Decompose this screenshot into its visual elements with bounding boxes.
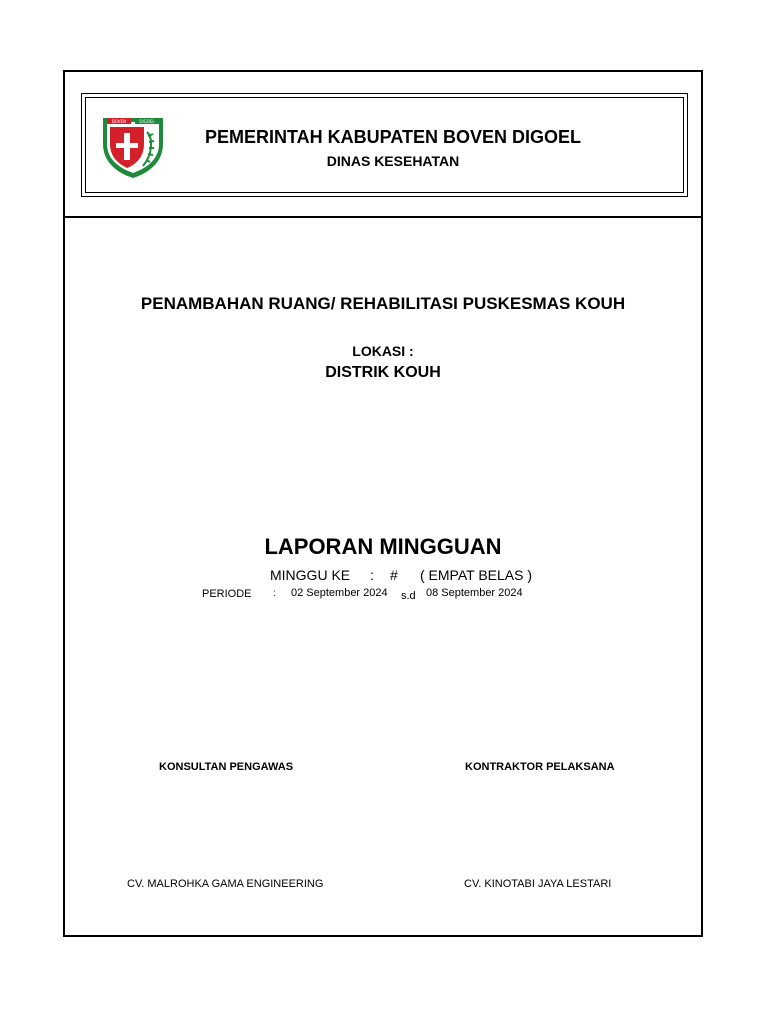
contractor-company-name: CV. KINOTABI JAYA LESTARI	[464, 878, 612, 890]
report-title: LAPORAN MINGGUAN	[264, 534, 502, 559]
logo-ribbon-left-text: BOVEN	[111, 119, 127, 124]
header-box	[81, 93, 688, 197]
regency-crest-icon	[97, 114, 169, 180]
department-subtitle: DINAS KESEHATAN	[326, 153, 460, 169]
period-start-date: 02 September 2024	[291, 587, 388, 599]
week-colon: :	[370, 567, 374, 583]
logo-ribbon-right-text: DIGOEL	[139, 119, 155, 124]
project-title: PENAMBAHAN RUANG/ REHABILITASI PUSKESMAS KOUH	[140, 294, 626, 313]
government-title: PEMERINTAH KABUPATEN BOVEN DIGOEL	[204, 127, 581, 147]
period-label: PERIODE	[202, 588, 252, 600]
document-frame	[63, 70, 703, 937]
period-colon: :	[273, 588, 276, 599]
header-divider	[65, 216, 701, 218]
week-number: #	[390, 567, 398, 583]
consultant-role-label: KONSULTAN PENGAWAS	[159, 761, 294, 773]
location-label: LOKASI :	[352, 343, 414, 359]
consultant-company-name: CV. MALROHKA GAMA ENGINEERING	[127, 878, 324, 890]
period-separator: s.d	[401, 590, 416, 602]
location-value: DISTRIK KOUH	[325, 364, 441, 381]
week-number-words: ( EMPAT BELAS )	[420, 567, 533, 583]
week-label: MINGGU KE	[270, 567, 351, 583]
period-end-date: 08 September 2024	[426, 587, 523, 599]
contractor-role-label: KONTRAKTOR PELAKSANA	[465, 761, 615, 773]
